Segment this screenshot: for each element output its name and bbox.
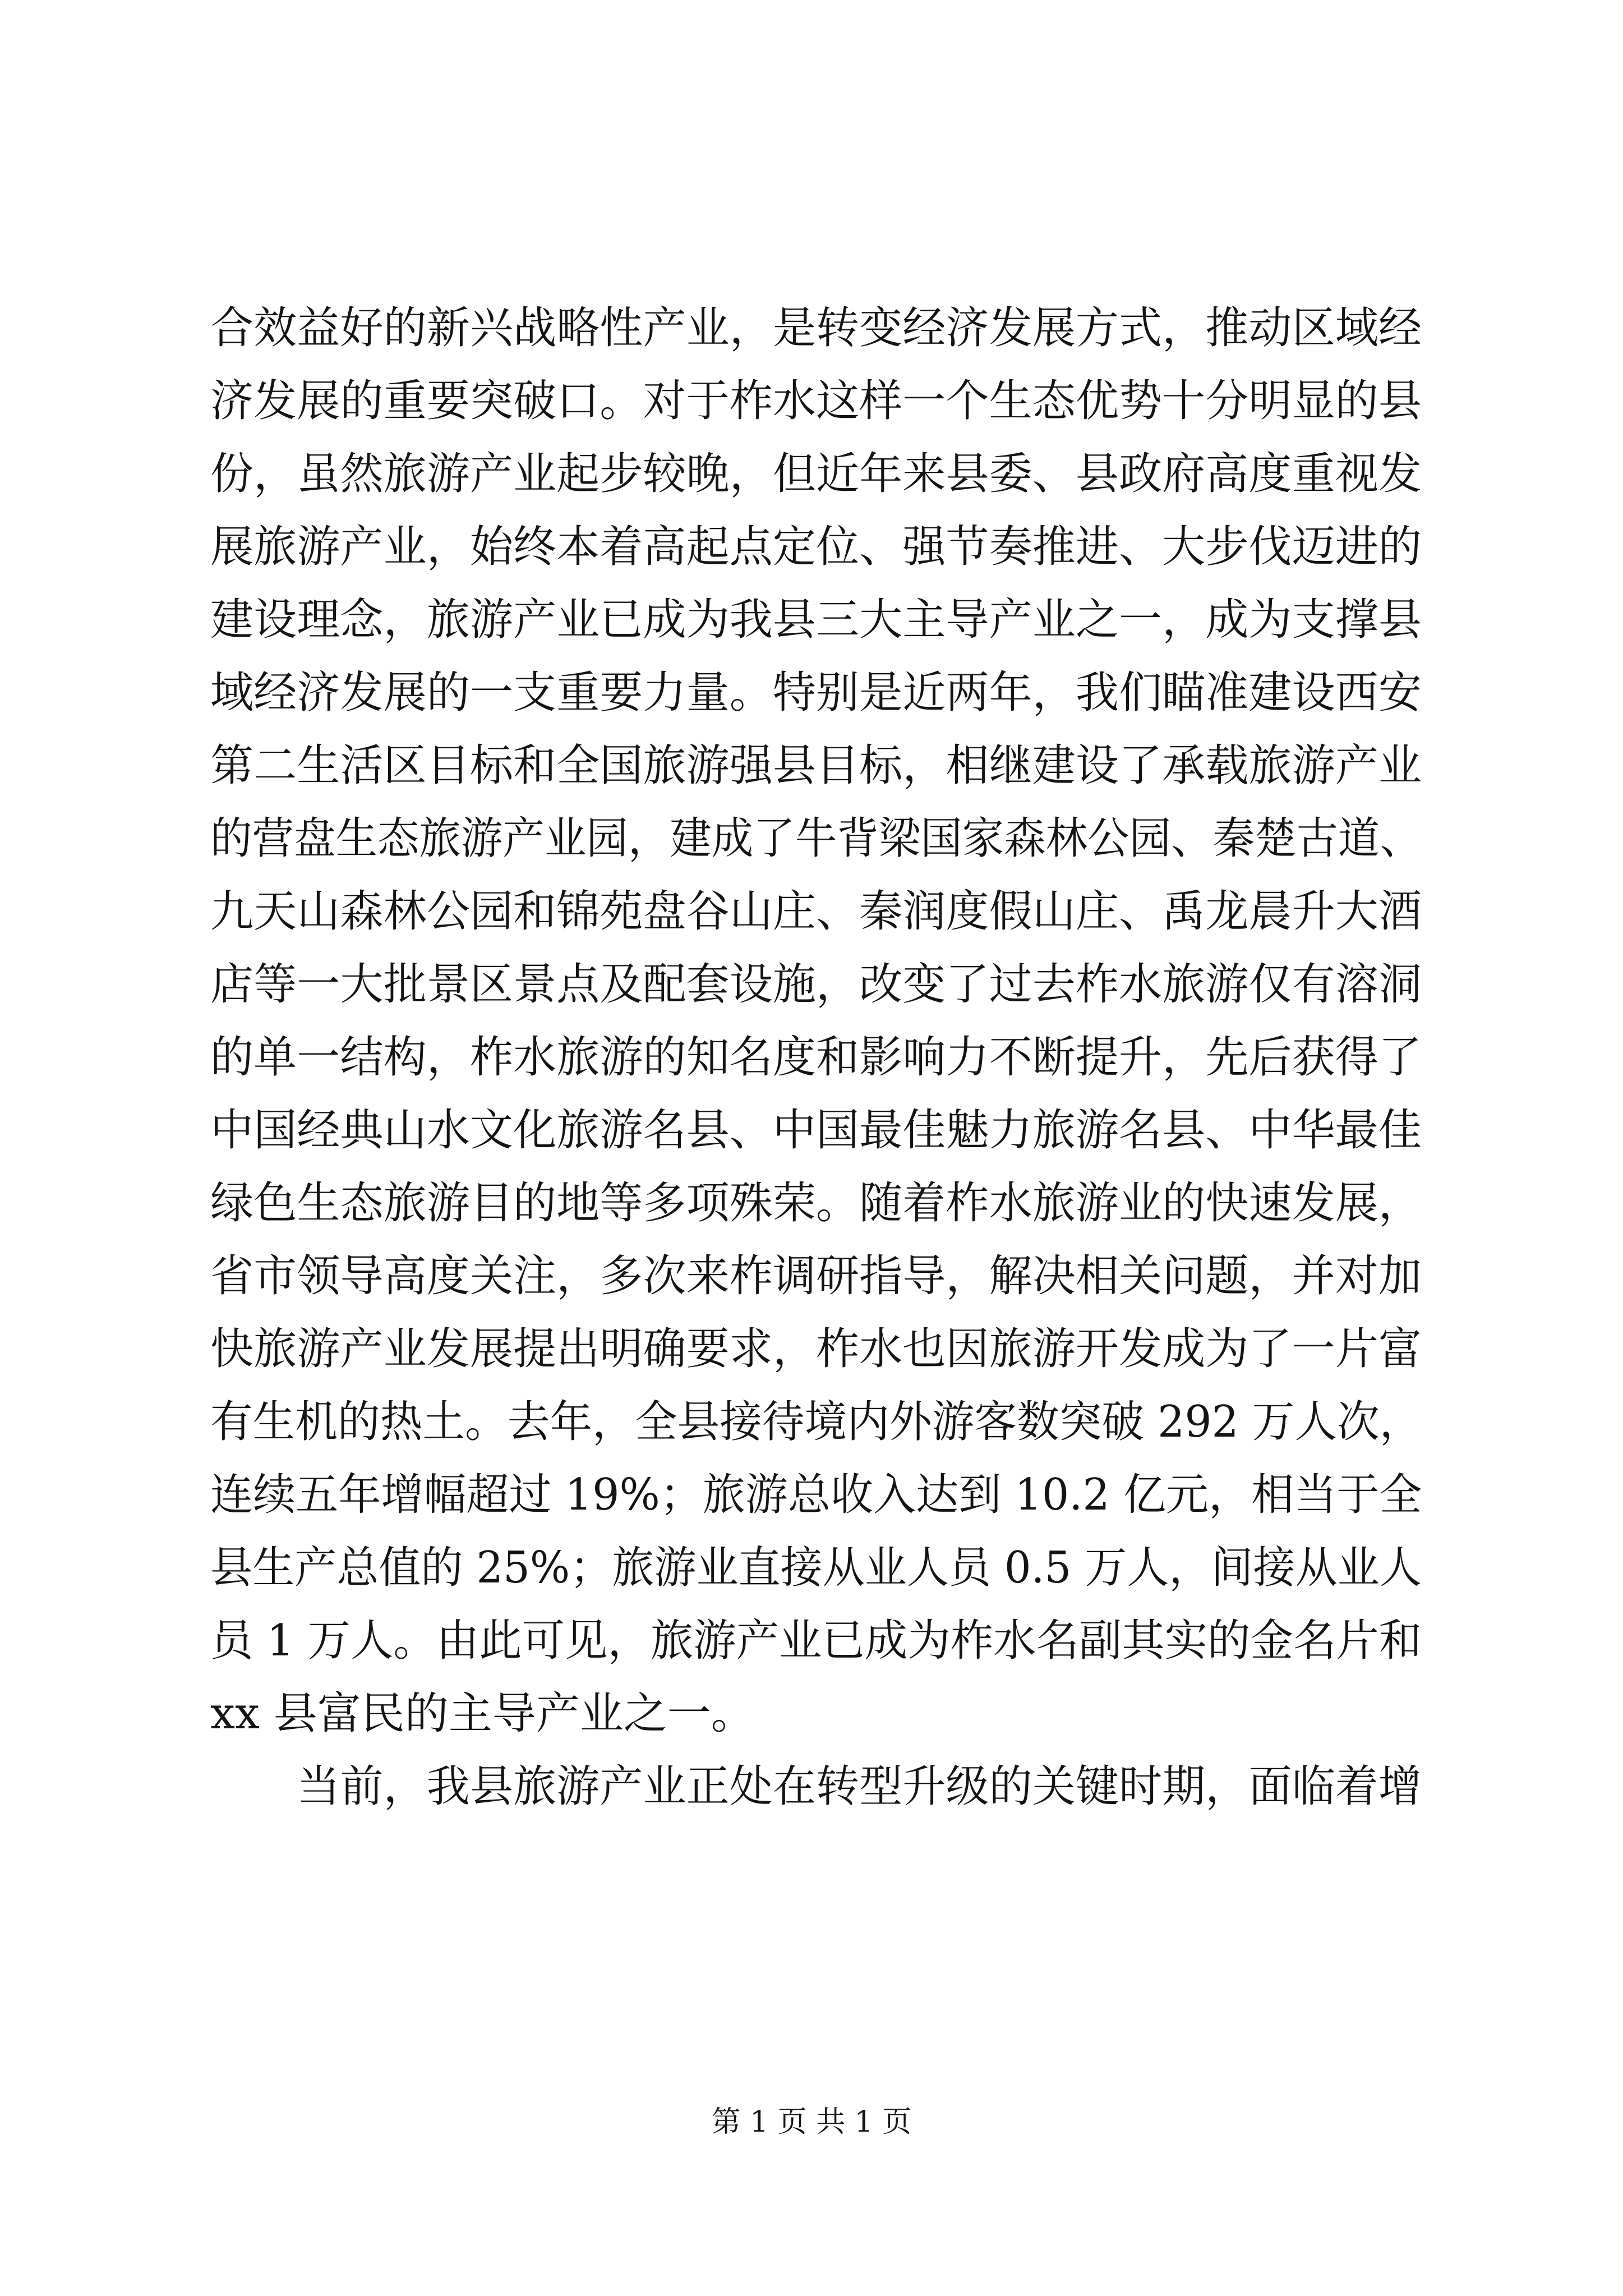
text-line: 域经济发展的一支重要力量。特别是近两年，我们瞄准建设西安 bbox=[210, 668, 1422, 718]
text-line: 快旅游产业发展提出明确要求，柞水也因旅游开发成为了一片富 bbox=[210, 1324, 1422, 1374]
text-line: 店等一大批景区景点及配套设施，改变了过去柞水旅游仅有溶洞 bbox=[210, 959, 1422, 1010]
text-line: 济发展的重要突破口。对于柞水这样一个生态优势十分明显的县 bbox=[210, 376, 1422, 426]
text-line: 员 1 万人。由此可见，旅游产业已成为柞水名副其实的金名片和 bbox=[210, 1616, 1422, 1666]
text-line: xx 县富民的主导产业之一。 bbox=[210, 1688, 755, 1739]
text-line: 的单一结构，柞水旅游的知名度和影响力不断提升，先后获得了 bbox=[210, 1032, 1422, 1083]
text-line: 合效益好的新兴战略性产业，是转变经济发展方式，推动区域经 bbox=[210, 303, 1422, 353]
text-line: 连续五年增幅超过 19%；旅游总收入达到 10.2 亿元，相当于全 bbox=[210, 1470, 1422, 1520]
page-footer: 第 1 页 共 1 页 bbox=[711, 2105, 912, 2139]
text-line: 份，虽然旅游产业起步较晚，但近年来县委、县政府高度重视发 bbox=[210, 449, 1422, 499]
text-line: 中国经典山水文化旅游名县、中国最佳魅力旅游名县、中华最佳 bbox=[210, 1105, 1422, 1156]
text-line: 第二生活区目标和全国旅游强县目标，相继建设了承载旅游产业 bbox=[210, 740, 1422, 791]
text-line: 当前，我县旅游产业正处在转型升级的关键时期，面临着增 bbox=[210, 1761, 1422, 1812]
text-line: 省市领导高度关注，多次来柞调研指导，解决相关问题，并对加 bbox=[210, 1251, 1422, 1301]
text-line: 绿色生态旅游目的地等多项殊荣。随着柞水旅游业的快速发展， bbox=[210, 1178, 1422, 1228]
text-line: 有生机的热土。去年，全县接待境内外游客数突破 292 万人次， bbox=[210, 1397, 1422, 1447]
text-line: 展旅游产业，始终本着高起点定位、强节奏推进、大步伐迈进的 bbox=[210, 522, 1422, 572]
text-line: 县生产总值的 25%；旅游业直接从业人员 0.5 万人，间接从业人 bbox=[210, 1543, 1422, 1593]
text-line: 的营盘生态旅游产业园，建成了牛背梁国家森林公园、秦楚古道、 bbox=[210, 813, 1422, 864]
text-line: 九天山森林公园和锦苑盘谷山庄、秦润度假山庄、禹龙晨升大酒 bbox=[210, 886, 1422, 937]
text-line: 建设理念，旅游产业已成为我县三大主导产业之一，成为支撑县 bbox=[210, 595, 1422, 645]
